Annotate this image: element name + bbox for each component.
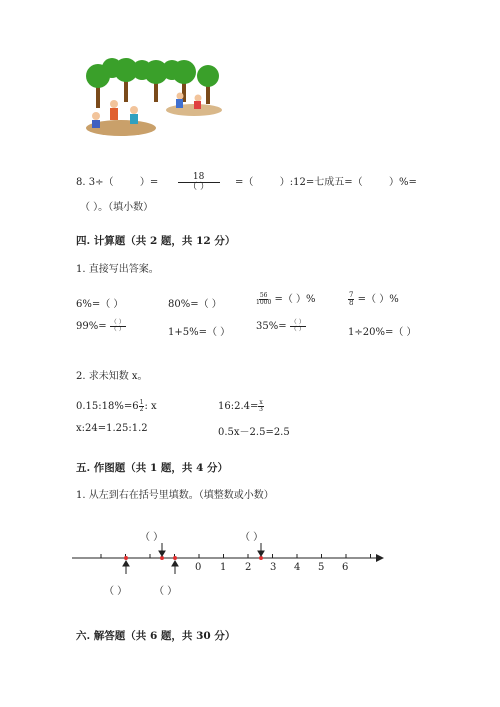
equation-1: 0.15:18%=6 $\frac{1}{2}$ : x (76, 399, 157, 413)
q8-frac-den: （ ） (188, 182, 210, 192)
equation-3: x:24=1.25:1.2 (76, 423, 148, 434)
q8-fraction (179, 173, 219, 192)
calc-1a: 6%=（ ） (76, 299, 124, 310)
section4-q1-label: 1. 直接写出答案。 (76, 264, 159, 275)
section6-title: 六. 解答题（共 6 题，共 30 分） (76, 630, 236, 642)
calc-2a-fraction: $\frac{( )}{( )}$ (110, 319, 125, 333)
tick-label-4: 4 (294, 562, 301, 573)
calc-2a: 99%= $\frac{( )}{( )}$ (76, 319, 125, 333)
blank-top-right[interactable]: （ ） (240, 532, 264, 543)
blank-bottom-left[interactable]: （ ） (104, 586, 128, 597)
arrow-down-right (258, 543, 264, 556)
blank-bottom-right[interactable]: （ ） (154, 586, 178, 597)
equation-1-fraction: $\frac{1}{2}$ (139, 399, 144, 413)
tick-label-5: 5 (318, 562, 325, 573)
calc-1c-rest: =（ ）% (274, 294, 316, 305)
calc-2d: 1÷20%=（ ） (348, 327, 417, 338)
q8-part-b: ）= (139, 177, 159, 188)
calc-1d (348, 290, 399, 307)
q8-frac-num: 18 (178, 173, 220, 183)
tick-label-0: 0 (195, 562, 202, 573)
calc-1b: 80%=（ ） (168, 299, 222, 310)
q8-part-e: ）%= (388, 177, 417, 188)
calc-1d-fraction: $\frac{7}{8}$ (349, 291, 354, 307)
section5-title: 五. 作图题（共 1 题，共 4 分） (76, 462, 229, 474)
q8-part-c: =（ (234, 177, 254, 188)
calc-2c-fraction: $\frac{( )}{( )}$ (290, 319, 305, 333)
calc-1c-fraction: $\frac{56}{1000}$ (256, 292, 272, 306)
number-line-marker-dot (173, 556, 177, 560)
calc-1d-rest: =（ ）% (357, 294, 399, 305)
section4-title: 四. 计算题（共 2 题，共 12 分） (76, 235, 236, 247)
section5-q1-label: 1. 从左到右在括号里填数。（填整数或小数） (76, 490, 274, 501)
arrow-up-right (172, 561, 178, 574)
number-line-ticks (101, 554, 371, 558)
equation-2: 16:2.4= $\frac{x}{3}$ (218, 399, 263, 413)
number-line-arrowhead (376, 554, 384, 562)
tick-label-3: 3 (270, 562, 277, 573)
tick-label-1: 1 (220, 562, 227, 573)
tree-planting-illustration (76, 58, 226, 138)
arrow-up-left (123, 561, 129, 574)
q8-part-d: ）:12=七成五=（ (279, 177, 363, 188)
number-line (60, 520, 400, 600)
q8-line1 (76, 173, 417, 192)
blank-top-left[interactable]: （ ） (140, 532, 164, 543)
q8-line2: （ ）。（填小数） (80, 202, 154, 213)
equation-2-fraction: $\frac{x}{3}$ (259, 399, 263, 413)
tick-label-2: 2 (245, 562, 252, 573)
equation-4: 0.5x－2.5=2.5 (218, 427, 290, 438)
section4-q2-label: 2. 求未知数 x。 (76, 371, 148, 382)
tick-label-6: 6 (342, 562, 349, 573)
number-line-marker-dot (124, 556, 128, 560)
calc-2c: 35%= $\frac{( )}{( )}$ (256, 319, 305, 333)
calc-2b: 1+5%=（ ） (168, 327, 231, 338)
arrow-down-left (159, 543, 165, 556)
calc-1c (256, 290, 316, 306)
q8-part-a: 8. 3÷（ (76, 177, 114, 188)
